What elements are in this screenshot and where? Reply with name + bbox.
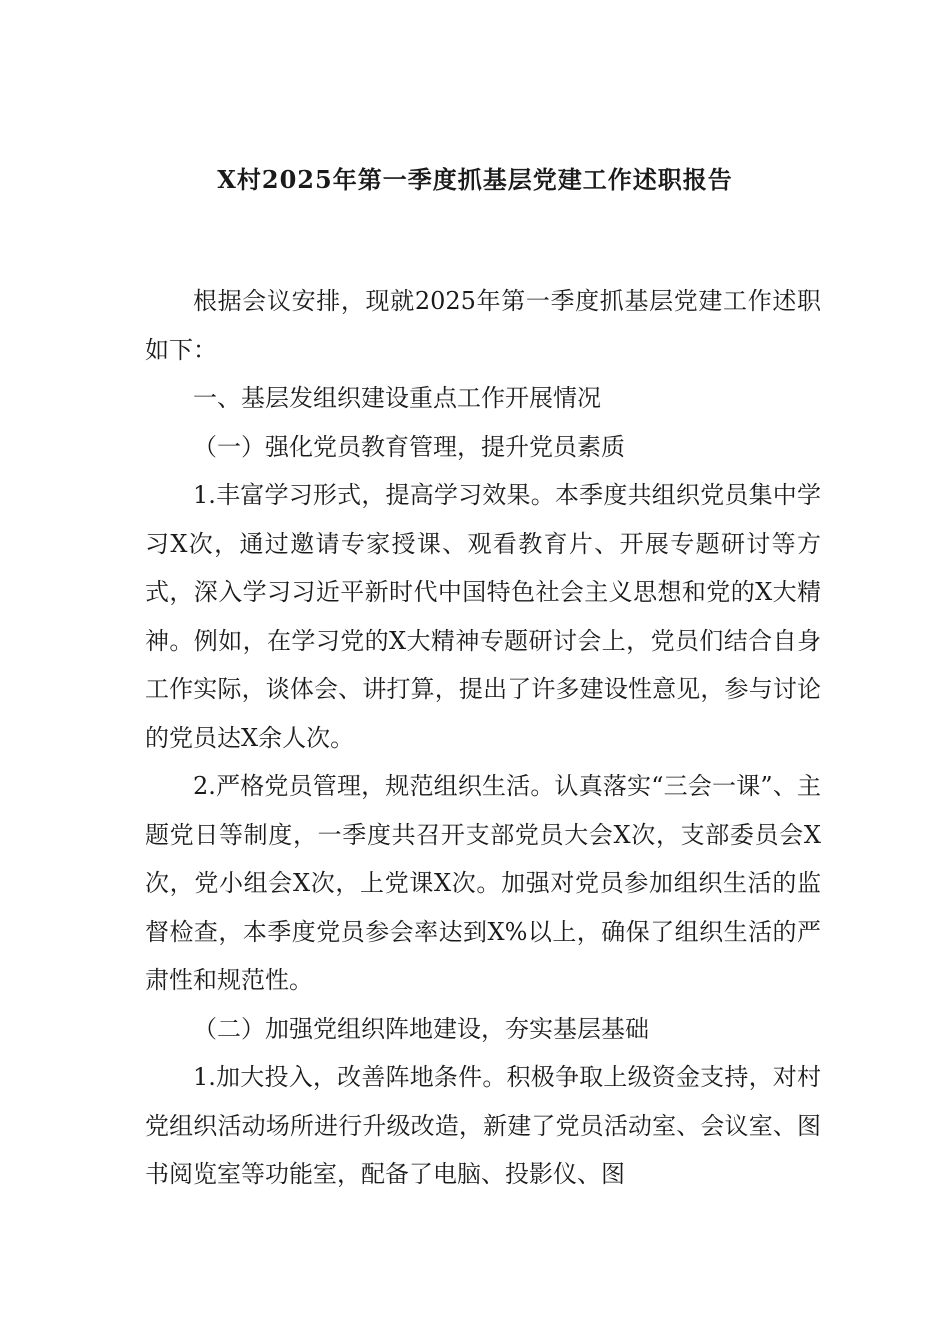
subheading-2: （二）加强党组织阵地建设，夯实基层基础: [193, 1014, 649, 1043]
document-body: [145, 277, 821, 1199]
paragraph-item-2-1: 1.加大投入，改善阵地条件。积极争取上级资金支持，对村党组织活动场所进行升级改造，新建了党员活动室、会议室、图书阅览室等功能室，配备了电脑、投影仪、图: [145, 1063, 821, 1188]
paragraph-item-1-2: 2.严格党员管理，规范组织生活。认真落实“三会一课”、主题党日等制度，一季度共召开支部党员大会X次，支部委员会X次，党小组会X次，上党课X次。加强对党员参加组织生活的监督检查，本季度党员参会率达到X%以上，确保了组织生活的严肃性和规范性。: [145, 772, 821, 994]
paragraph-item-1-1: 1.丰富学习形式，提高学习效果。本季度共组织党员集中学习X次，通过邀请专家授课、观看教育片、开展专题研讨等方式，深入学习习近平新时代中国特色社会主义思想和党的X大精神。例如，在学习党的X大精神专题研讨会上，党员们结合自身工作实际，谈体会、讲打算，提出了许多建设性意见，参与讨论的党员达X余人次。: [145, 481, 821, 752]
subheading-1: （一）强化党员教育管理，提升党员素质: [193, 432, 625, 461]
heading-section-1: 一、基层发组织建设重点工作开展情况: [193, 384, 601, 412]
document-title: X村2025年第一季度抓基层党建工作述职报告: [217, 165, 733, 194]
paragraph-intro: 根据会议安排，现就2025年第一季度抓基层党建工作述职如下：: [145, 287, 821, 364]
